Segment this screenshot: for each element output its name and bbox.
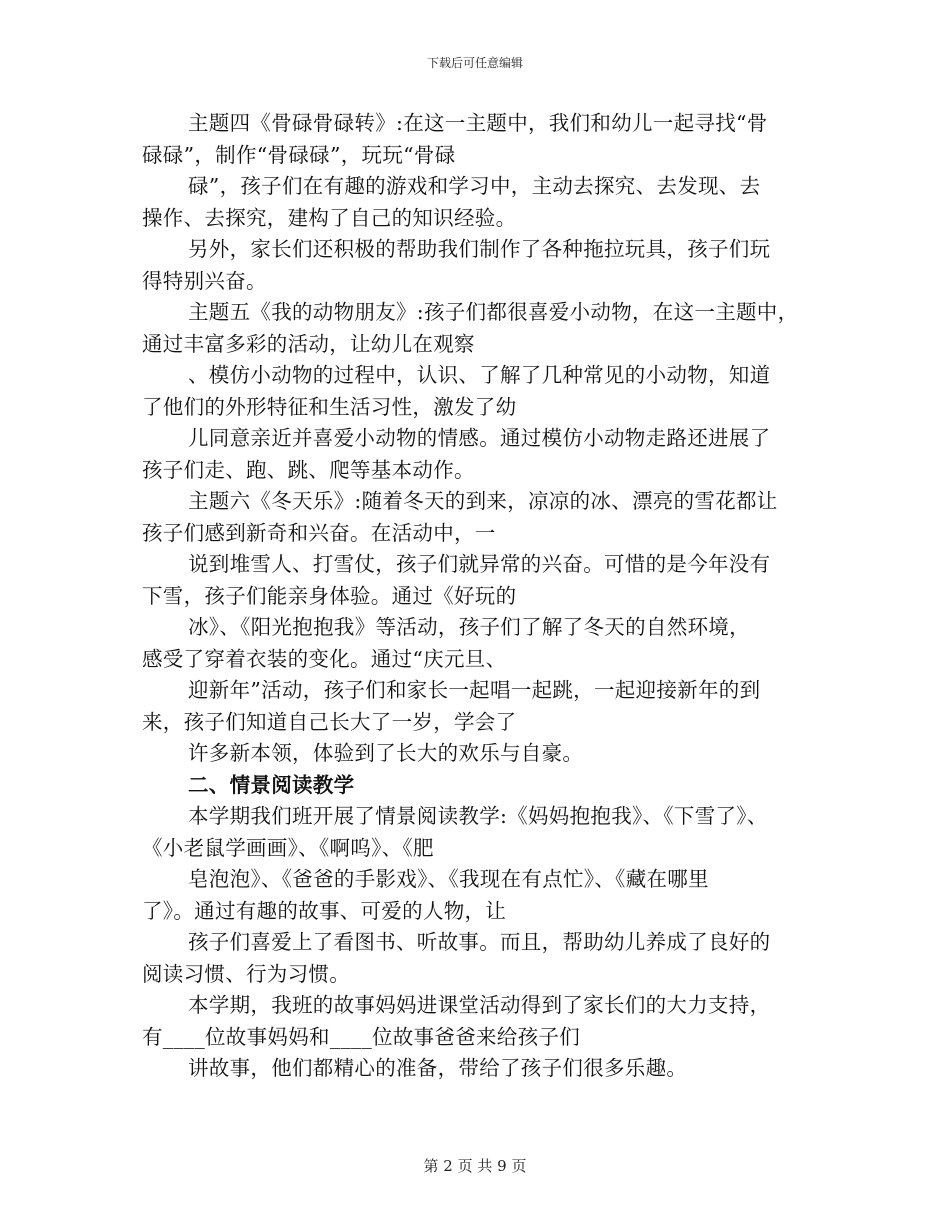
text-line: 主题五《我的动物朋友》:孩子们都很喜爱小动物，在这一主题中， [188, 300, 799, 324]
text-line: 《小老鼠学画画》、《啊呜》、《肥 [142, 835, 434, 860]
text-line: 感受了穿着衣装的变化。通过“庆元旦、 [142, 646, 507, 671]
text-line: 本学期我们班开展了情景阅读教学:《妈妈抱抱我》、《下雪了》、 [188, 804, 768, 828]
text-line: 主题四《骨碌骨碌转》:在这一主题中，我们和幼儿一起寻找“骨 [188, 111, 768, 135]
text-line: 迎新年”活动，孩子们和家长一起唱一起跳，一起迎接新年的到 [188, 678, 761, 702]
text-line: 讲故事，他们都精心的准备，带给了孩子们很多乐趣。 [188, 1056, 688, 1080]
text-line: 说到堆雪人、打雪仗，孩子们就异常的兴奋。可惜的是今年没有 [188, 552, 771, 576]
text-line: 许多新本领，体验到了长大的欢乐与自豪。 [188, 741, 584, 765]
text-line: 下雪，孩子们能亲身体验。通过《好玩的 [142, 583, 517, 608]
text-line: 皂泡泡》、《爸爸的手影戏》、《我现在有点忙》、《藏在哪里 [188, 867, 709, 891]
text-line: 了》。通过有趣的故事、可爱的人物，让 [142, 898, 507, 923]
text-line: 孩子们喜爱上了看图书、听故事。而且，帮助幼儿养成了良好的 [188, 930, 771, 954]
text-line: 阅读习惯、行为习惯。 [142, 961, 350, 986]
text-line: 儿同意亲近并喜爱小动物的情感。通过模仿小动物走路还进展了 [188, 426, 771, 450]
text-line: 了他们的外形特征和生活习性，激发了幼 [142, 394, 517, 419]
page-footer: 第 2 页 共 9 页 [423, 1157, 527, 1175]
text-line: 操作、去探究，建构了自己的知识经验。 [142, 205, 517, 230]
section-heading: 二、情景阅读教学 [188, 772, 355, 797]
text-line: 另外，家长们还积极的帮助我们制作了各种拖拉玩具，孩子们玩 [188, 237, 771, 261]
text-line: 得特别兴奋。 [142, 268, 267, 293]
text-line: 来，孩子们知道自己长大了一岁，学会了 [142, 709, 517, 734]
text-line: 冰》、《阳光抱抱我》等活动，孩子们了解了冬天的自然环境， [188, 615, 750, 639]
page-header: 下载后可任意编辑 [426, 56, 523, 70]
text-line: 本学期，我班的故事妈妈进课堂活动得到了家长们的大力支持， [188, 993, 771, 1017]
text-line: 孩子们走、跑、跳、爬等基本动作。 [142, 457, 475, 482]
text-line: 、模仿小动物的过程中，认识、了解了几种常见的小动物，知道 [188, 363, 771, 387]
text-line: 碌”，孩子们在有趣的游戏和学习中，主动去探究、去发现、去 [188, 174, 761, 198]
text-line: 碌碌”，制作“骨碌碌”，玩玩“骨碌 [142, 142, 456, 167]
text-line: 通过丰富多彩的活动，让幼儿在观察 [142, 331, 475, 356]
document-body [142, 108, 832, 1085]
text-line: 主题六《冬天乐》:随着冬天的到来，凉凉的冰、漂亮的雪花都让 [188, 489, 778, 513]
text-line: 有____位故事妈妈和____位故事爸爸来给孩子们 [142, 1024, 580, 1049]
text-line: 孩子们感到新奇和兴奋。在活动中，一 [142, 520, 496, 545]
